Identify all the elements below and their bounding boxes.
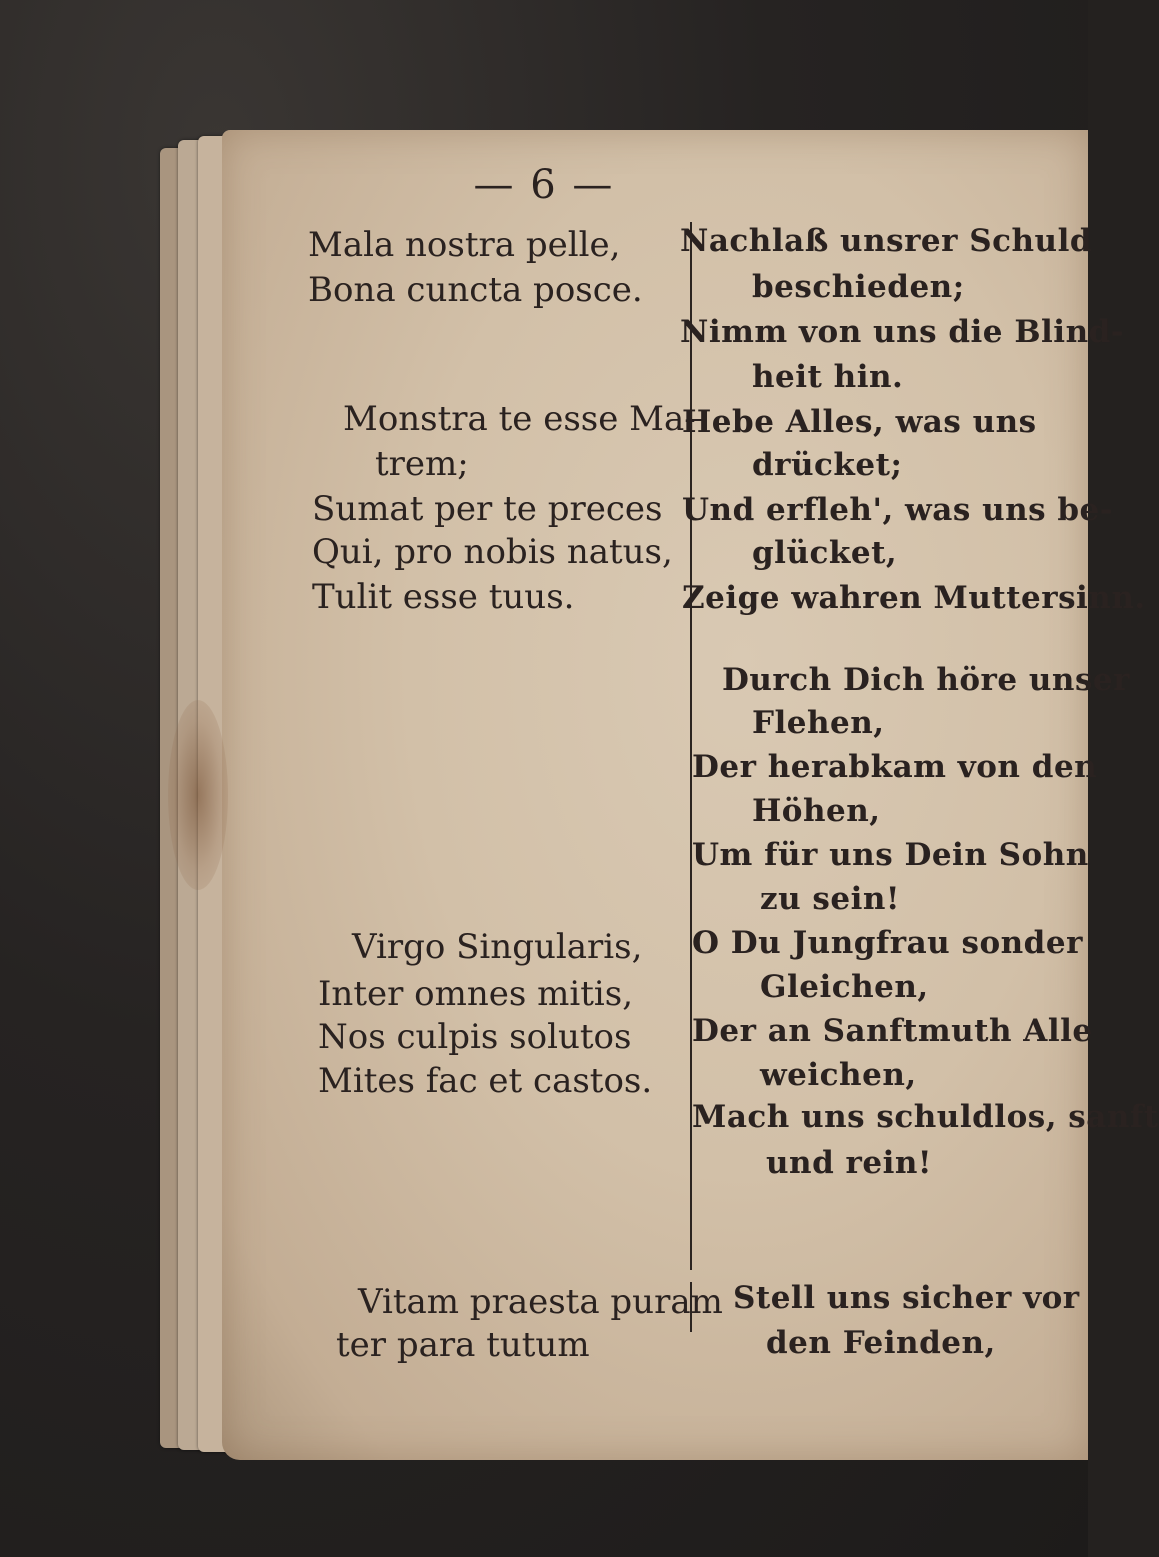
german-line: Mach uns schuldlos, sanft — [692, 1099, 1159, 1135]
german-line: Stell uns sicher vor — [733, 1280, 1080, 1316]
german-line: und rein! — [766, 1145, 933, 1181]
latin-line: Inter omnes mitis, — [318, 974, 634, 1014]
german-line: Nachlaß unsrer Schuld — [680, 223, 1093, 259]
german-line: Der an Sanftmuth Alle — [692, 1013, 1093, 1049]
german-line: beschieden; — [752, 269, 965, 305]
german-line: Der herabkam von den — [692, 749, 1098, 785]
latin-line: Tulit esse tuus. — [312, 577, 575, 617]
german-line: Höhen, — [752, 793, 881, 829]
german-line: Flehen, — [752, 705, 885, 741]
latin-line: trem; — [375, 444, 469, 484]
german-line: Hebe Alles, was uns — [682, 404, 1037, 440]
latin-line: Sumat per te preces — [312, 489, 663, 529]
latin-line: Mala nostra pelle, — [308, 225, 621, 265]
latin-line: Vitam praesta puram — [358, 1282, 723, 1322]
latin-line: Mites fac et castos. — [318, 1061, 653, 1101]
german-line: Zeige wahren Muttersinn. — [682, 580, 1146, 616]
german-line: drücket; — [752, 447, 903, 483]
german-line: zu sein! — [760, 881, 901, 917]
german-line: weichen, — [760, 1057, 917, 1093]
water-stain — [168, 700, 228, 890]
german-line: heit hin. — [752, 359, 904, 395]
german-line: Und erfleh', was uns be- — [682, 492, 1114, 528]
latin-line: Monstra te esse Ma- — [343, 399, 696, 439]
latin-line: Qui, pro nobis natus, — [312, 532, 673, 572]
latin-line: Virgo Singularis, — [352, 927, 643, 967]
latin-line: Nos culpis solutos — [318, 1017, 632, 1057]
german-line: glücket, — [752, 535, 898, 571]
german-line: Nimm von uns die Blind- — [680, 314, 1125, 350]
german-line: den Feinden, — [766, 1325, 996, 1361]
latin-line: ter para tutum — [336, 1325, 590, 1365]
latin-line: Bona cuncta posce. — [308, 270, 643, 310]
german-line: O Du Jungfrau sonder — [692, 925, 1083, 961]
german-line: Um für uns Dein Sohn — [692, 837, 1089, 873]
page-number: — 6 — — [473, 162, 615, 208]
german-line: Durch Dich höre unser — [722, 662, 1130, 698]
german-line: Gleichen, — [760, 969, 929, 1005]
